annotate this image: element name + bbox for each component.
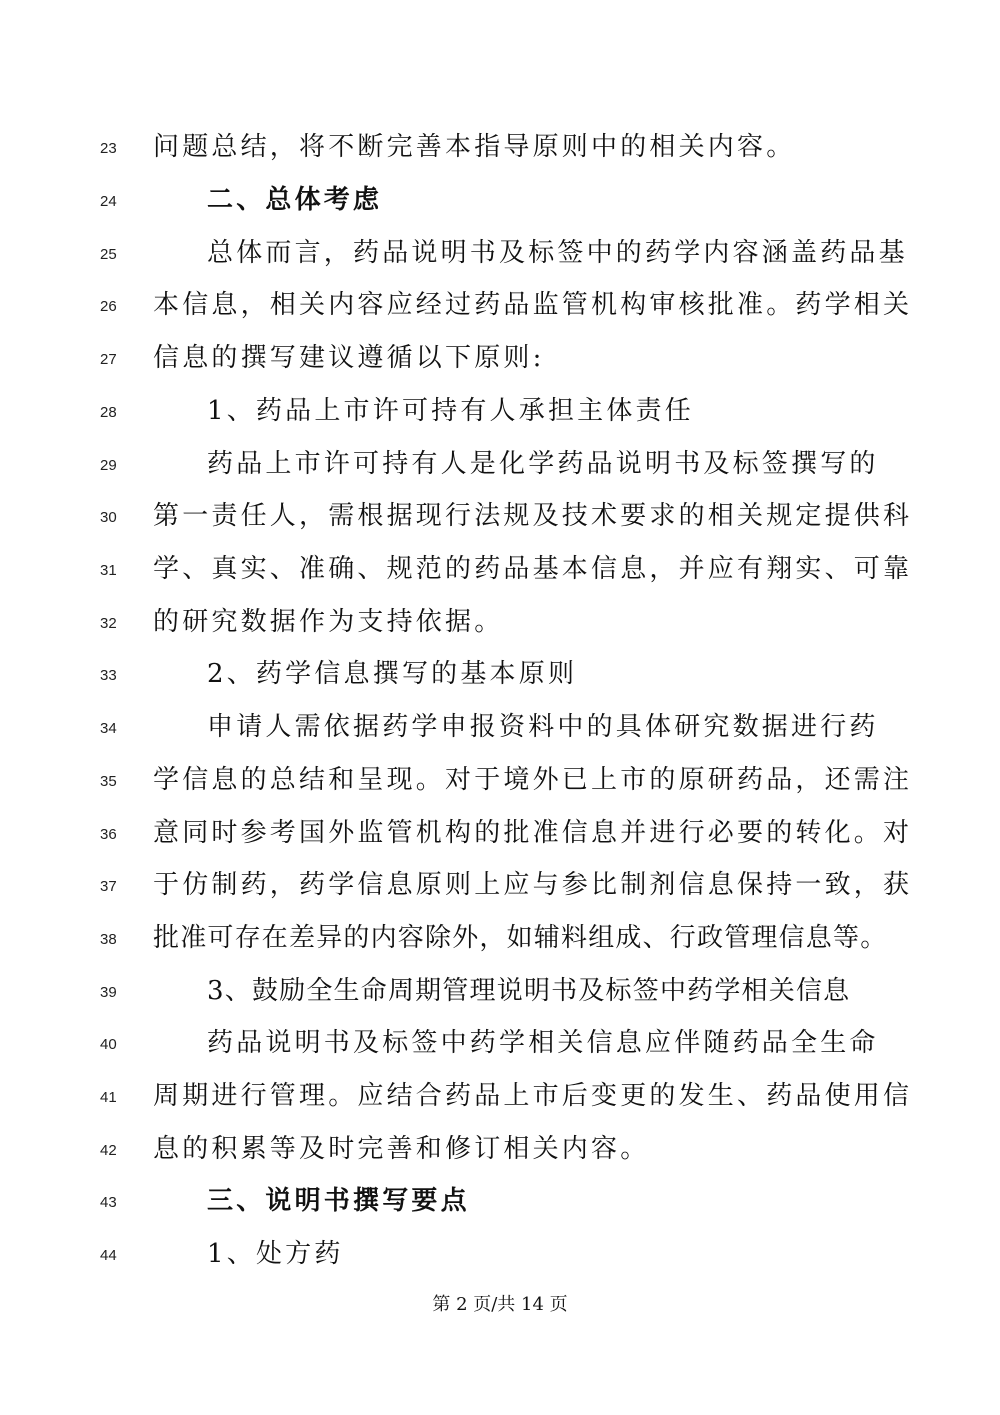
text-line [0, 860, 1000, 912]
line-number: 39 [100, 984, 117, 1001]
paragraph-text: 申请人需依据药学申报资料中的具体研究数据进行药 [207, 712, 879, 742]
text-line [0, 175, 1000, 227]
line-number: 30 [100, 509, 117, 526]
line-number: 38 [100, 931, 117, 948]
line-number: 32 [100, 615, 117, 632]
line-number: 31 [100, 562, 117, 579]
line-number: 40 [100, 1036, 117, 1053]
text-line [0, 228, 1000, 280]
line-number: 33 [100, 667, 117, 684]
text-line [0, 1229, 1000, 1281]
text-line [0, 1018, 1000, 1070]
text-line [0, 439, 1000, 491]
text-line [0, 913, 1000, 965]
paragraph-text: 总体而言，药品说明书及标签中的药学内容涵盖药品基 [207, 238, 908, 268]
text-line [0, 122, 1000, 174]
text-line [0, 1176, 1000, 1228]
line-number: 37 [100, 878, 117, 895]
paragraph-text: 息的积累等及时完善和修订相关内容。 [153, 1134, 650, 1164]
line-number: 27 [100, 351, 117, 368]
line-number: 29 [100, 457, 117, 474]
line-number: 23 [100, 140, 117, 157]
line-number: 41 [100, 1089, 117, 1106]
line-number: 42 [100, 1142, 117, 1159]
line-number: 34 [100, 720, 117, 737]
text-line [0, 1071, 1000, 1123]
page-footer: 第 2 页/共 14 页 [432, 1294, 568, 1315]
text-line [0, 386, 1000, 438]
paragraph-text: 批准可存在差异的内容除外，如辅料组成、行政管理信息等。 [153, 923, 888, 953]
paragraph-text: 信息的撰写建议遵循以下原则: [153, 343, 545, 373]
section-heading: 三、说明书撰写要点 [207, 1186, 470, 1216]
text-line [0, 544, 1000, 596]
paragraph-text: 于仿制药，药学信息原则上应与参比制剂信息保持一致，获 [153, 870, 913, 900]
paragraph-text: 学信息的总结和呈现。对于境外已上市的原研药品，还需注 [153, 765, 913, 795]
paragraph-text: 问题总结，将不断完善本指导原则中的相关内容。 [153, 132, 796, 162]
text-line [0, 966, 1000, 1018]
subsection-heading: 2、药学信息撰写的基本原则 [207, 659, 578, 689]
paragraph-text: 第一责任人，需根据现行法规及技术要求的相关规定提供科 [153, 501, 913, 531]
line-number: 24 [100, 193, 117, 210]
line-number: 28 [100, 404, 117, 421]
text-line [0, 597, 1000, 649]
line-number: 25 [100, 246, 117, 263]
text-line [0, 808, 1000, 860]
text-line [0, 702, 1000, 754]
line-number: 26 [100, 298, 117, 315]
subsection-heading: 1、药品上市许可持有人承担主体责任 [207, 396, 694, 426]
paragraph-text: 意同时参考国外监管机构的批准信息并进行必要的转化。对 [153, 818, 913, 848]
line-number: 43 [100, 1194, 117, 1211]
line-number: 35 [100, 773, 117, 790]
section-heading: 二、总体考虑 [207, 185, 383, 215]
paragraph-text: 学、真实、准确、规范的药品基本信息，并应有翔实、可靠 [153, 554, 913, 584]
paragraph-text: 药品上市许可持有人是化学药品说明书及标签撰写的 [207, 449, 879, 479]
subsection-heading: 1、处方药 [207, 1239, 344, 1269]
text-line [0, 649, 1000, 701]
line-number: 36 [100, 826, 117, 843]
paragraph-text: 本信息，相关内容应经过药品监管机构审核批准。药学相关 [153, 290, 913, 320]
text-line [0, 491, 1000, 543]
paragraph-text: 药品说明书及标签中药学相关信息应伴随药品全生命 [207, 1028, 879, 1058]
text-line [0, 1124, 1000, 1176]
paragraph-text: 的研究数据作为支持依据。 [153, 607, 504, 637]
paragraph-text: 周期进行管理。应结合药品上市后变更的发生、药品使用信 [153, 1081, 913, 1111]
subsection-heading: 3、鼓励全生命周期管理说明书及标签中药学相关信息 [207, 976, 851, 1006]
text-line [0, 280, 1000, 332]
text-line [0, 333, 1000, 385]
text-line [0, 755, 1000, 807]
line-number: 44 [100, 1247, 117, 1264]
